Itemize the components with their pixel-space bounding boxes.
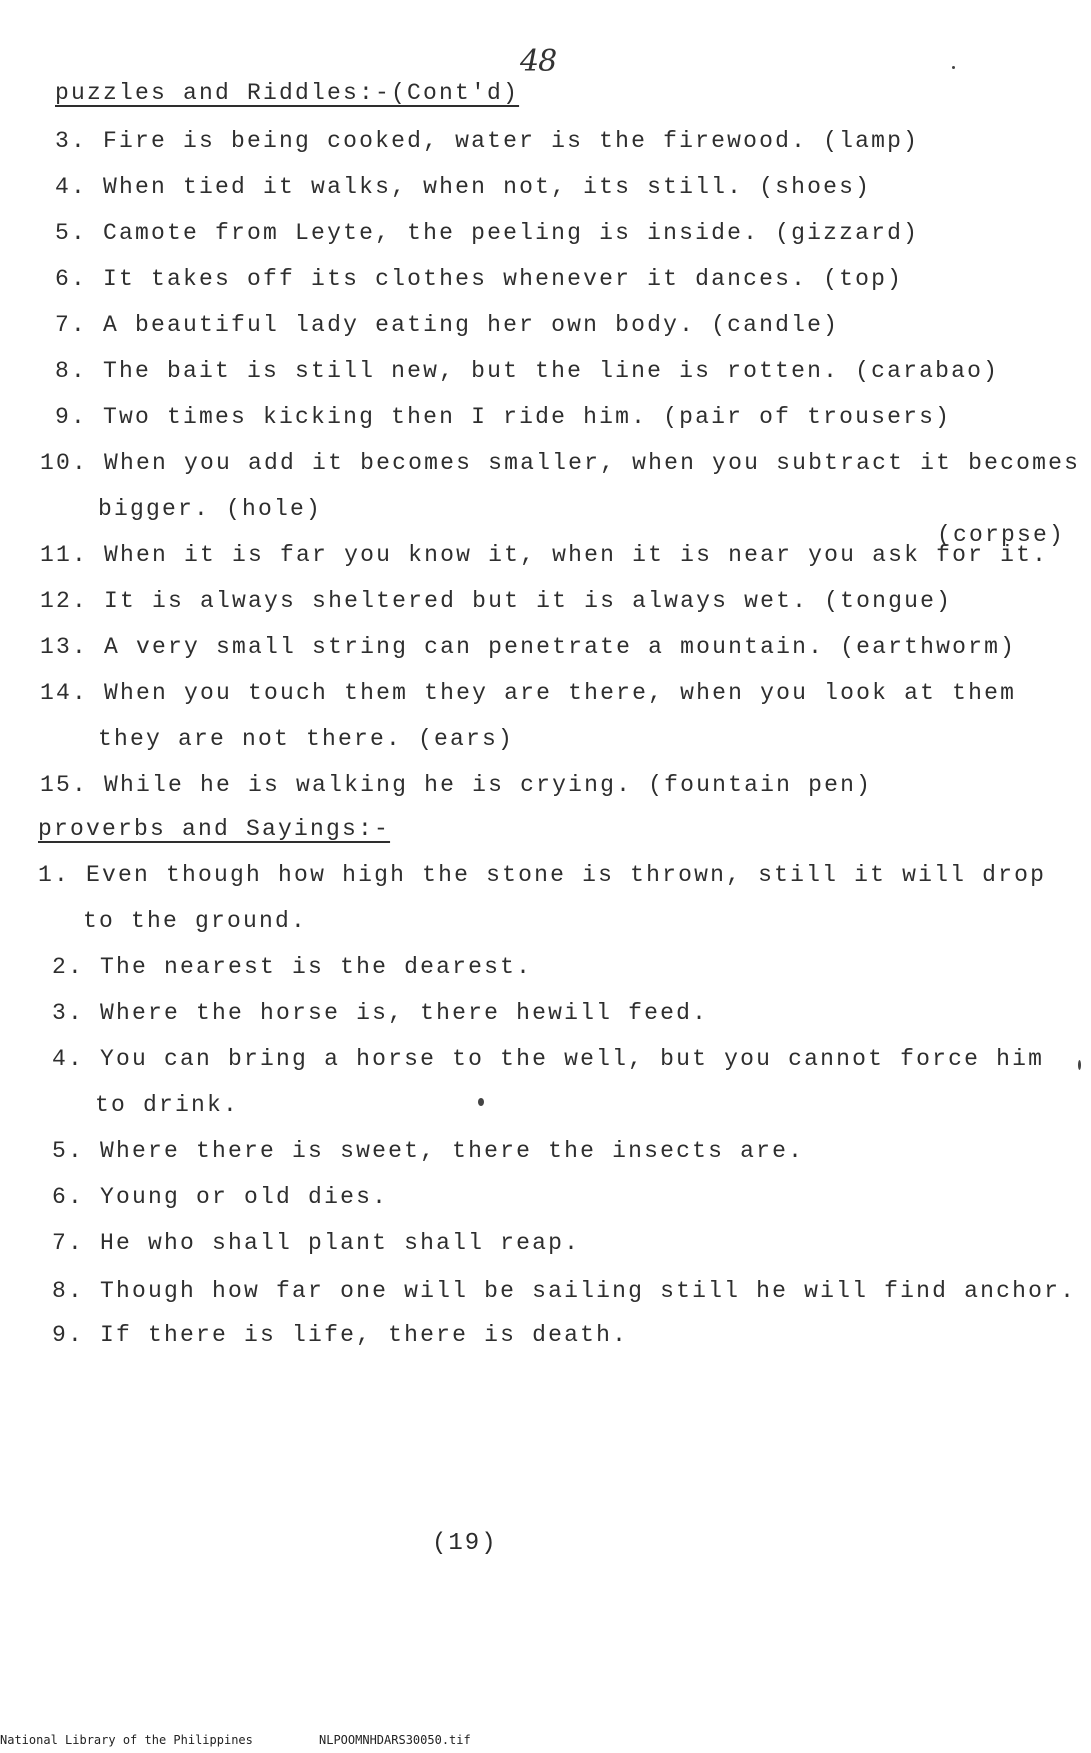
list-item: 1. Even though how high the stone is thrown, still it will drop — [38, 862, 1047, 888]
list-item: 9. If there is life, there is death. — [52, 1322, 629, 1348]
list-item: 7. A beautiful lady eating her own body. (candle) — [55, 312, 840, 338]
list-item: 9. Two times kicking then I ride him. (pair of trousers) — [55, 404, 952, 430]
list-item-continuation: bigger. (hole) — [98, 496, 323, 522]
list-item: 4. You can bring a horse to the well, but you cannot force him — [52, 1046, 1045, 1072]
handwritten-page-number: 48 — [520, 44, 557, 79]
library-name: National Library of the Philippines — [0, 1733, 253, 1747]
corpse-note: (corpse) — [937, 522, 1066, 548]
list-item: 8. Though how far one will be sailing still he will find anchor. — [52, 1278, 1077, 1304]
list-item: 12. It is always sheltered but it is always wet. (tongue) — [40, 588, 953, 614]
list-item: 5. Camote from Leyte, the peeling is inside. (gizzard) — [55, 220, 920, 246]
list-item: 3. Fire is being cooked, water is the firewood. (lamp) — [55, 128, 920, 154]
ink-speck — [478, 1098, 484, 1106]
list-item: 14. When you touch them they are there, when you look at them — [40, 680, 1017, 706]
page-number: (19) — [432, 1530, 498, 1557]
list-item: 5. Where there is sweet, there the insects are. — [52, 1138, 805, 1164]
list-item: 6. It takes off its clothes whenever it dances. (top) — [55, 266, 904, 292]
list-item-continuation: to the ground. — [83, 908, 308, 934]
list-item: 8. The bait is still new, but the line is rotten. (carabao) — [55, 358, 1000, 384]
list-item: 6. Young or old dies. — [52, 1184, 389, 1210]
ink-speck — [952, 66, 955, 69]
list-item: 4. When tied it walks, when not, its still. (shoes) — [55, 174, 872, 200]
list-item-continuation: to drink. — [95, 1092, 240, 1118]
list-item: 15. While he is walking he is crying. (fountain pen) — [40, 772, 873, 798]
list-item: 2. The nearest is the dearest. — [52, 954, 533, 980]
file-name: NLPOOMNHDARS30050.tif — [319, 1733, 471, 1747]
ink-speck — [1078, 1060, 1081, 1070]
list-item: 11. When it is far you know it, when it is near you ask for it. — [40, 542, 1049, 568]
list-item: 13. A very small string can penetrate a mountain. (earthworm) — [40, 634, 1017, 660]
list-item: 10. When you add it becomes smaller, when you subtract it becomes — [40, 450, 1081, 476]
list-item-continuation: they are not there. (ears) — [98, 726, 515, 752]
list-item: 3. Where the horse is, there hewill feed. — [52, 1000, 709, 1026]
list-item: 7. He who shall plant shall reap. — [52, 1230, 581, 1256]
proverbs-heading: proverbs and Sayings:- — [38, 816, 391, 842]
puzzles-heading: puzzles and Riddles:-(Cont'd) — [55, 80, 520, 106]
scan-footer — [0, 1733, 471, 1747]
